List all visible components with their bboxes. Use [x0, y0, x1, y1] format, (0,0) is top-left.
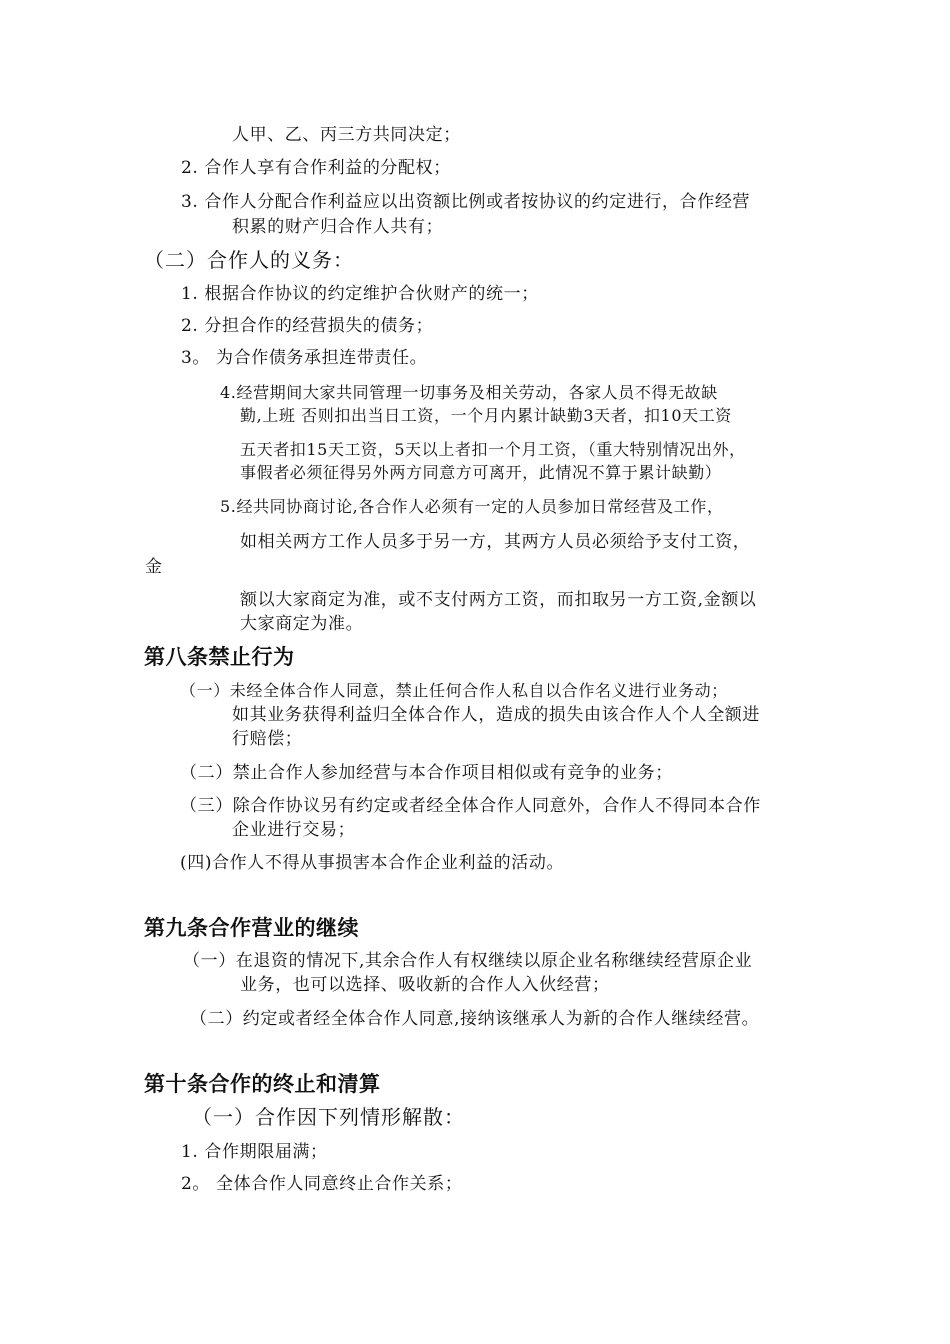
- list-item: 2. 合作人享有合作利益的分配权；: [181, 158, 451, 178]
- list-item: 3。 为合作债务承担连带责任。: [181, 348, 428, 368]
- text-line: 额以大家商定为准，或不支付两方工资，而扣取另一方工资,金额以: [240, 590, 757, 610]
- text-line: 业务，也可以选择、吸收新的合作人入伙经营；: [240, 975, 610, 995]
- article-heading: 第十条合作的终止和清算: [144, 1072, 381, 1096]
- list-item: 3. 合作人分配合作利益应以出资额比例或者按协议的约定进行，合作经营: [181, 192, 751, 212]
- section-subheading: （一）合作因下列情形解散：: [192, 1105, 465, 1129]
- list-item: 1. 根据合作协议的约定维护合伙财产的统一；: [181, 284, 539, 304]
- text-line: 如相关两方工作人员多于另一方，其两方人员必须给予支付工资，: [240, 532, 751, 552]
- list-item: （二）禁止合作人参加经营与本合作项目相似或有竞争的业务；: [180, 763, 673, 783]
- list-item: 2。 全体合作人同意终止合作关系；: [181, 1174, 463, 1194]
- text-line: 金: [145, 557, 163, 577]
- list-item: 4.经营期间大家共同管理一切事务及相关劳动，各家人员不得无故缺: [220, 383, 718, 402]
- text-line: 行赔偿；: [232, 729, 303, 749]
- list-item: 5.经共同协商讨论,各合作人必须有一定的人员参加日常经营及工作，: [220, 497, 724, 516]
- article-heading: 第九条合作营业的继续: [144, 916, 359, 940]
- text-line: 五天者扣15天工资，5天以上者扣一个月工资，（重大特别情况出外，: [240, 440, 746, 459]
- list-item: （一）在退资的情况下,其余合作人有权继续以原企业名称继续经营原企业: [183, 951, 753, 971]
- text-line: 人甲、乙、丙三方共同决定；: [232, 125, 461, 145]
- text-line: 企业进行交易；: [232, 820, 356, 840]
- list-item: （三）除合作协议另有约定或者经全体合作人同意外，合作人不得同本合作: [180, 796, 761, 816]
- list-item: 2. 分担合作的经营损失的债务；: [181, 316, 434, 336]
- text-line: 大家商定为准。: [240, 614, 364, 634]
- list-item: (四)合作人不得从事损害本合作企业利益的活动。: [180, 853, 565, 873]
- list-item: 1. 合作期限届满；: [181, 1142, 328, 1162]
- text-line: 事假者必须征得另外两方同意方可离开，此情况不算于累计缺勤）: [240, 463, 722, 482]
- article-heading: 第八条禁止行为: [144, 645, 295, 669]
- section-subheading: （二）合作人的义务：: [144, 248, 354, 272]
- list-item: （二）约定或者经全体合作人同意,接纳该继承人为新的合作人继续经营。: [190, 1009, 760, 1029]
- text-line: 勤,上班 否则扣出当日工资，一个月内累计缺勤3天者，扣10天工资: [240, 406, 732, 425]
- list-item: （一）未经全体合作人同意，禁止任何合作人私自以合作名义进行业务动；: [180, 681, 728, 700]
- text-line: 积累的财产归合作人共有；: [232, 217, 444, 237]
- text-line: 如其业务获得利益归全体合作人，造成的损失由该合作人个人全额进: [232, 705, 760, 725]
